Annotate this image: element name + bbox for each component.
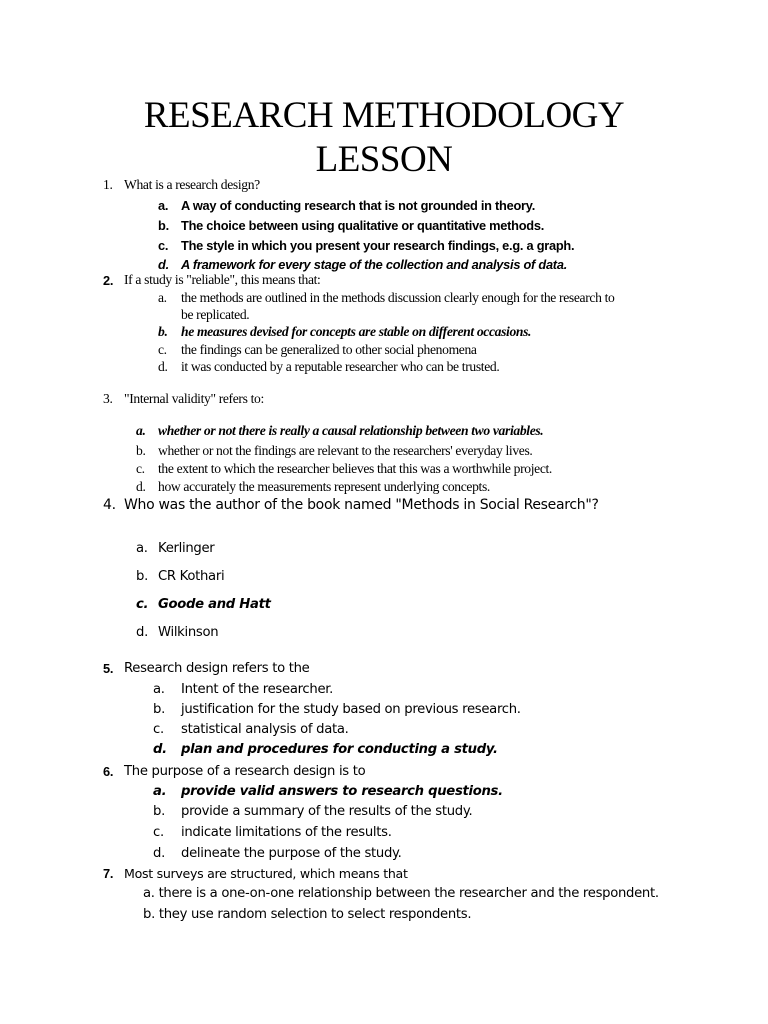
option-text-answer: provide valid answers to research questions. bbox=[181, 784, 503, 799]
option-text-answer: whether or not there is really a causal relationship between two variables. bbox=[158, 423, 544, 438]
option-label: c. bbox=[136, 461, 145, 476]
option-label-answer: d. bbox=[158, 257, 169, 272]
option-text: CR Kothari bbox=[158, 569, 225, 584]
option-text: a. there is a one-on-one relationship between the researcher and the respondent. bbox=[143, 886, 659, 901]
option-text: whether or not the findings are relevant to the researchers' everyday lives. bbox=[158, 443, 533, 458]
option-label-answer: c. bbox=[136, 597, 149, 612]
option-label: a. bbox=[153, 682, 165, 697]
option-text-answer: he measures devised for concepts are stable on different occasions. bbox=[181, 324, 532, 339]
question-text: Research design refers to the bbox=[124, 661, 310, 676]
option-label-answer: a. bbox=[153, 784, 167, 799]
option-label: c. bbox=[158, 238, 169, 253]
option-label-answer: a. bbox=[136, 423, 146, 438]
option-label: a. bbox=[158, 290, 167, 305]
option-label: c. bbox=[153, 722, 164, 737]
question-text: Who was the author of the book named "Methods in Social Research"? bbox=[124, 497, 599, 513]
question-text: Most surveys are structured, which means that bbox=[124, 866, 408, 881]
option-label: a. bbox=[136, 541, 148, 556]
option-text: the methods are outlined in the methods discussion clearly enough for the research to bbox=[181, 290, 615, 305]
option-label: d. bbox=[158, 359, 168, 374]
option-text: The choice between using qualitative or quantitative methods. bbox=[181, 218, 545, 233]
option-text: the extent to which the researcher believes that this was a worthwhile project. bbox=[158, 461, 552, 476]
option-text: how accurately the measurements represent underlying concepts. bbox=[158, 479, 490, 494]
option-text: justification for the study based on previous research. bbox=[181, 702, 521, 717]
option-label: b. bbox=[153, 702, 165, 717]
option-text: b. they use random selection to select respondents. bbox=[143, 907, 472, 922]
option-text: statistical analysis of data. bbox=[181, 722, 349, 737]
option-label: d. bbox=[153, 846, 165, 861]
question-number: 3. bbox=[103, 391, 113, 406]
option-label: d. bbox=[136, 625, 148, 640]
option-text: delineate the purpose of the study. bbox=[181, 846, 402, 861]
option-text-answer: A framework for every stage of the collection and analysis of data. bbox=[181, 257, 567, 272]
question-number: 4. bbox=[103, 497, 116, 513]
option-label: c. bbox=[158, 342, 167, 357]
option-text: Kerlinger bbox=[158, 541, 215, 556]
question-text: If a study is "reliable", this means that: bbox=[124, 272, 321, 287]
option-label-answer: b. bbox=[158, 324, 168, 339]
option-text: indicate limitations of the results. bbox=[181, 825, 392, 840]
option-label: c. bbox=[153, 825, 164, 840]
option-label: b. bbox=[158, 218, 169, 233]
option-label: b. bbox=[136, 569, 148, 584]
question-number: 5. bbox=[103, 661, 114, 676]
question-text: "Internal validity" refers to: bbox=[124, 391, 264, 406]
option-label: b. bbox=[136, 443, 146, 458]
option-label: b. bbox=[153, 804, 165, 819]
option-text: Intent of the researcher. bbox=[181, 682, 334, 697]
option-text-answer: plan and procedures for conducting a study. bbox=[181, 742, 498, 757]
option-text: A way of conducting research that is not grounded in theory. bbox=[181, 198, 536, 213]
question-number: 1. bbox=[103, 177, 113, 192]
question-number: 6. bbox=[103, 764, 114, 779]
question-text: What is a research design? bbox=[124, 177, 260, 192]
option-text-continued: be replicated. bbox=[181, 307, 250, 322]
option-text: Wilkinson bbox=[158, 625, 219, 640]
option-text: provide a summary of the results of the study. bbox=[181, 804, 473, 819]
document-title-line-2: LESSON bbox=[315, 139, 453, 180]
option-text: The style in which you present your research findings, e.g. a graph. bbox=[181, 238, 575, 253]
question-text: The purpose of a research design is to bbox=[124, 764, 366, 779]
question-number: 2. bbox=[103, 273, 114, 288]
question-number: 7. bbox=[103, 866, 114, 881]
option-label: a. bbox=[158, 198, 169, 213]
option-label-answer: d. bbox=[153, 742, 167, 757]
document-title-line-1: RESEARCH METHODOLOGY bbox=[143, 95, 625, 136]
option-text: the findings can be generalized to other social phenomena bbox=[181, 342, 477, 357]
option-text-answer: Goode and Hatt bbox=[158, 597, 271, 612]
option-text: it was conducted by a reputable researcher who can be trusted. bbox=[181, 359, 500, 374]
option-label: d. bbox=[136, 479, 146, 494]
